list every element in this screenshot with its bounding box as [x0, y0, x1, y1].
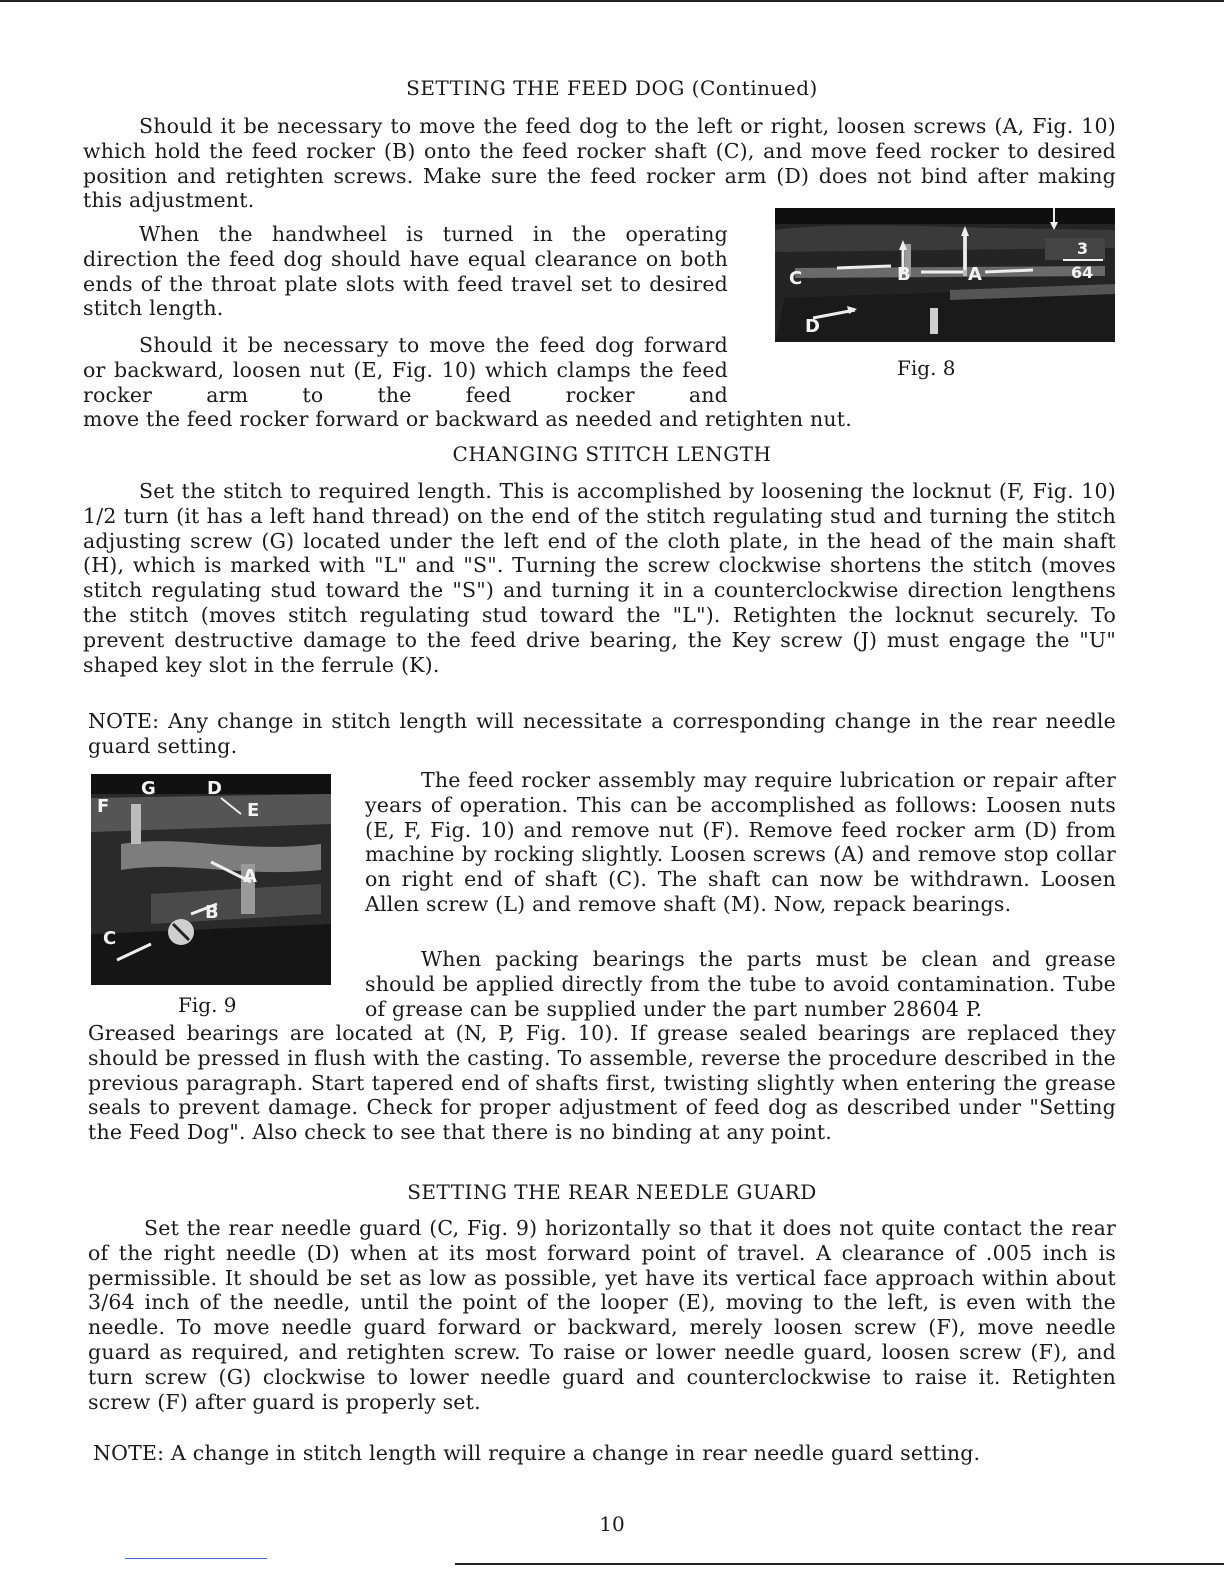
- needle-guard-note: NOTE: A change in stitch length will require a change in rear needle guard setting.: [93, 1441, 981, 1465]
- stitch-length-paragraph-1: Set the stitch to required length. This is accomplished by loosening the locknut (F, Fig. 10) 1/2 turn (it has a left hand thread) on the end of the stitch regulating stud and turning the stitch adjusting screw (G) located under the left end of the cloth plate, in the head of the main shaft (H), which is marked with "L" and "S". Turning the screw clockwise shortens the stitch (moves stitch regulating stud toward the "S") and turning it in a counterclockwise direction lengthens the stitch (moves stitch regulating stud toward the "L"). Retighten the locknut securely. To prevent destructive damage to the feed drive bearing, the Key screw (J) must engage the "U" shaped key slot in the ferrule (K).: [83, 479, 1116, 677]
- feed-dog-paragraph-3: Should it be necessary to move the feed dog forward or backward, loosen nut (E, Fig. 10) which clamps the feed rocker arm to the feed rocker and: [83, 333, 728, 407]
- stitch-length-paragraph-2: The feed rocker assembly may require lubrication or repair after years of operation. This can be accomplished as follows: Loosen nuts (E, F, Fig. 10) and remove nut (F). Remove feed rocker arm (D) from machine by rocking slightly. Loosen screws (A) and remove stop collar on right end of shaft (C). The shaft can now be withdrawn. Loosen Allen screw (L) and remove shaft (M). Now, repack bearings.: [365, 768, 1116, 916]
- footer-rule: [455, 1563, 1224, 1565]
- stitch-length-note: NOTE: Any change in stitch length will necessitate a corresponding change in the rear needle guard setting.: [88, 709, 1116, 758]
- stitch-length-paragraph-3: When packing bearings the parts must be clean and grease should be applied directly from the tube to avoid contamination. Tube of grease can be supplied under the part number 28604 P.: [365, 947, 1116, 1021]
- figure-9-label-c: C: [103, 928, 117, 949]
- figure-8-caption: Fig. 8: [897, 356, 956, 380]
- figure-9-label-e: E: [247, 800, 260, 821]
- figure-9-photo: [91, 774, 331, 985]
- section-heading-stitch-length: CHANGING STITCH LENGTH: [452, 442, 772, 466]
- section-heading-feed-dog: SETTING THE FEED DOG (Continued): [406, 76, 818, 100]
- footer-blue-rule: [125, 1558, 267, 1559]
- figure-8-photo: [775, 208, 1115, 342]
- figure-9-label-a: A: [243, 866, 257, 887]
- top-rule: [0, 0, 1224, 2]
- figure-9-caption: Fig. 9: [178, 993, 237, 1017]
- feed-dog-paragraph-1: Should it be necessary to move the feed dog to the left or right, loosen screws (A, Fig. 10) which hold the feed rocker (B) onto the feed rocker shaft (C), and move feed rocker to desired position and retighten screws. Make sure the feed rocker arm (D) does not bind after making this adjustment.: [83, 114, 1116, 213]
- section-heading-needle-guard: SETTING THE REAR NEEDLE GUARD: [407, 1180, 817, 1204]
- figure-8-label-b: B: [897, 264, 911, 285]
- feed-dog-paragraph-2: When the handwheel is turned in the operating direction the feed dog should have equal clearance on both ends of the throat plate slots with feed travel set to desired stitch length.: [83, 222, 728, 321]
- figure-9-label-f: F: [97, 796, 110, 817]
- figure-8-fraction-numerator: 3: [1077, 239, 1089, 258]
- figure-8-fraction-denominator: 64: [1071, 263, 1094, 282]
- stitch-length-paragraph-3-continued: Greased bearings are located at (N, P, Fig. 10). If grease sealed bearings are replaced they should be pressed in flush with the casting. To assemble, reverse the procedure described in the previous paragraph. Start tapered end of shafts first, twisting slightly when entering the grease seals to prevent damage. Check for proper adjustment of feed dog as described under "Setting the Feed Dog". Also check to see that there is no binding at any point.: [88, 1021, 1116, 1145]
- page-number: 10: [599, 1512, 625, 1536]
- figure-8-label-c: C: [789, 268, 803, 289]
- feed-dog-paragraph-3-end: move the feed rocker forward or backward as needed and retighten nut.: [83, 407, 852, 431]
- figure-9-label-d: D: [207, 778, 222, 799]
- figure-8-label-a: A: [968, 264, 982, 285]
- needle-guard-paragraph-1: Set the rear needle guard (C, Fig. 9) horizontally so that it does not quite contact the rear of the right needle (D) when at its most forward point of travel. A clearance of .005 inch is permissible. It should be set as low as possible, yet have its vertical face approach within about 3/64 inch of the needle, until the point of the looper (E), moving to the left, is even with the needle. To move needle guard forward or backward, merely loosen screw (F), move needle guard as required, and retighten screw. To raise or lower needle guard, loosen screw (F), and turn screw (G) clockwise to lower needle guard and counterclockwise to raise it. Retighten screw (F) after guard is properly set.: [88, 1216, 1116, 1414]
- figure-8-label-d: D: [805, 316, 820, 337]
- figure-9-label-g: G: [141, 778, 156, 799]
- figure-9-label-b: B: [205, 902, 219, 923]
